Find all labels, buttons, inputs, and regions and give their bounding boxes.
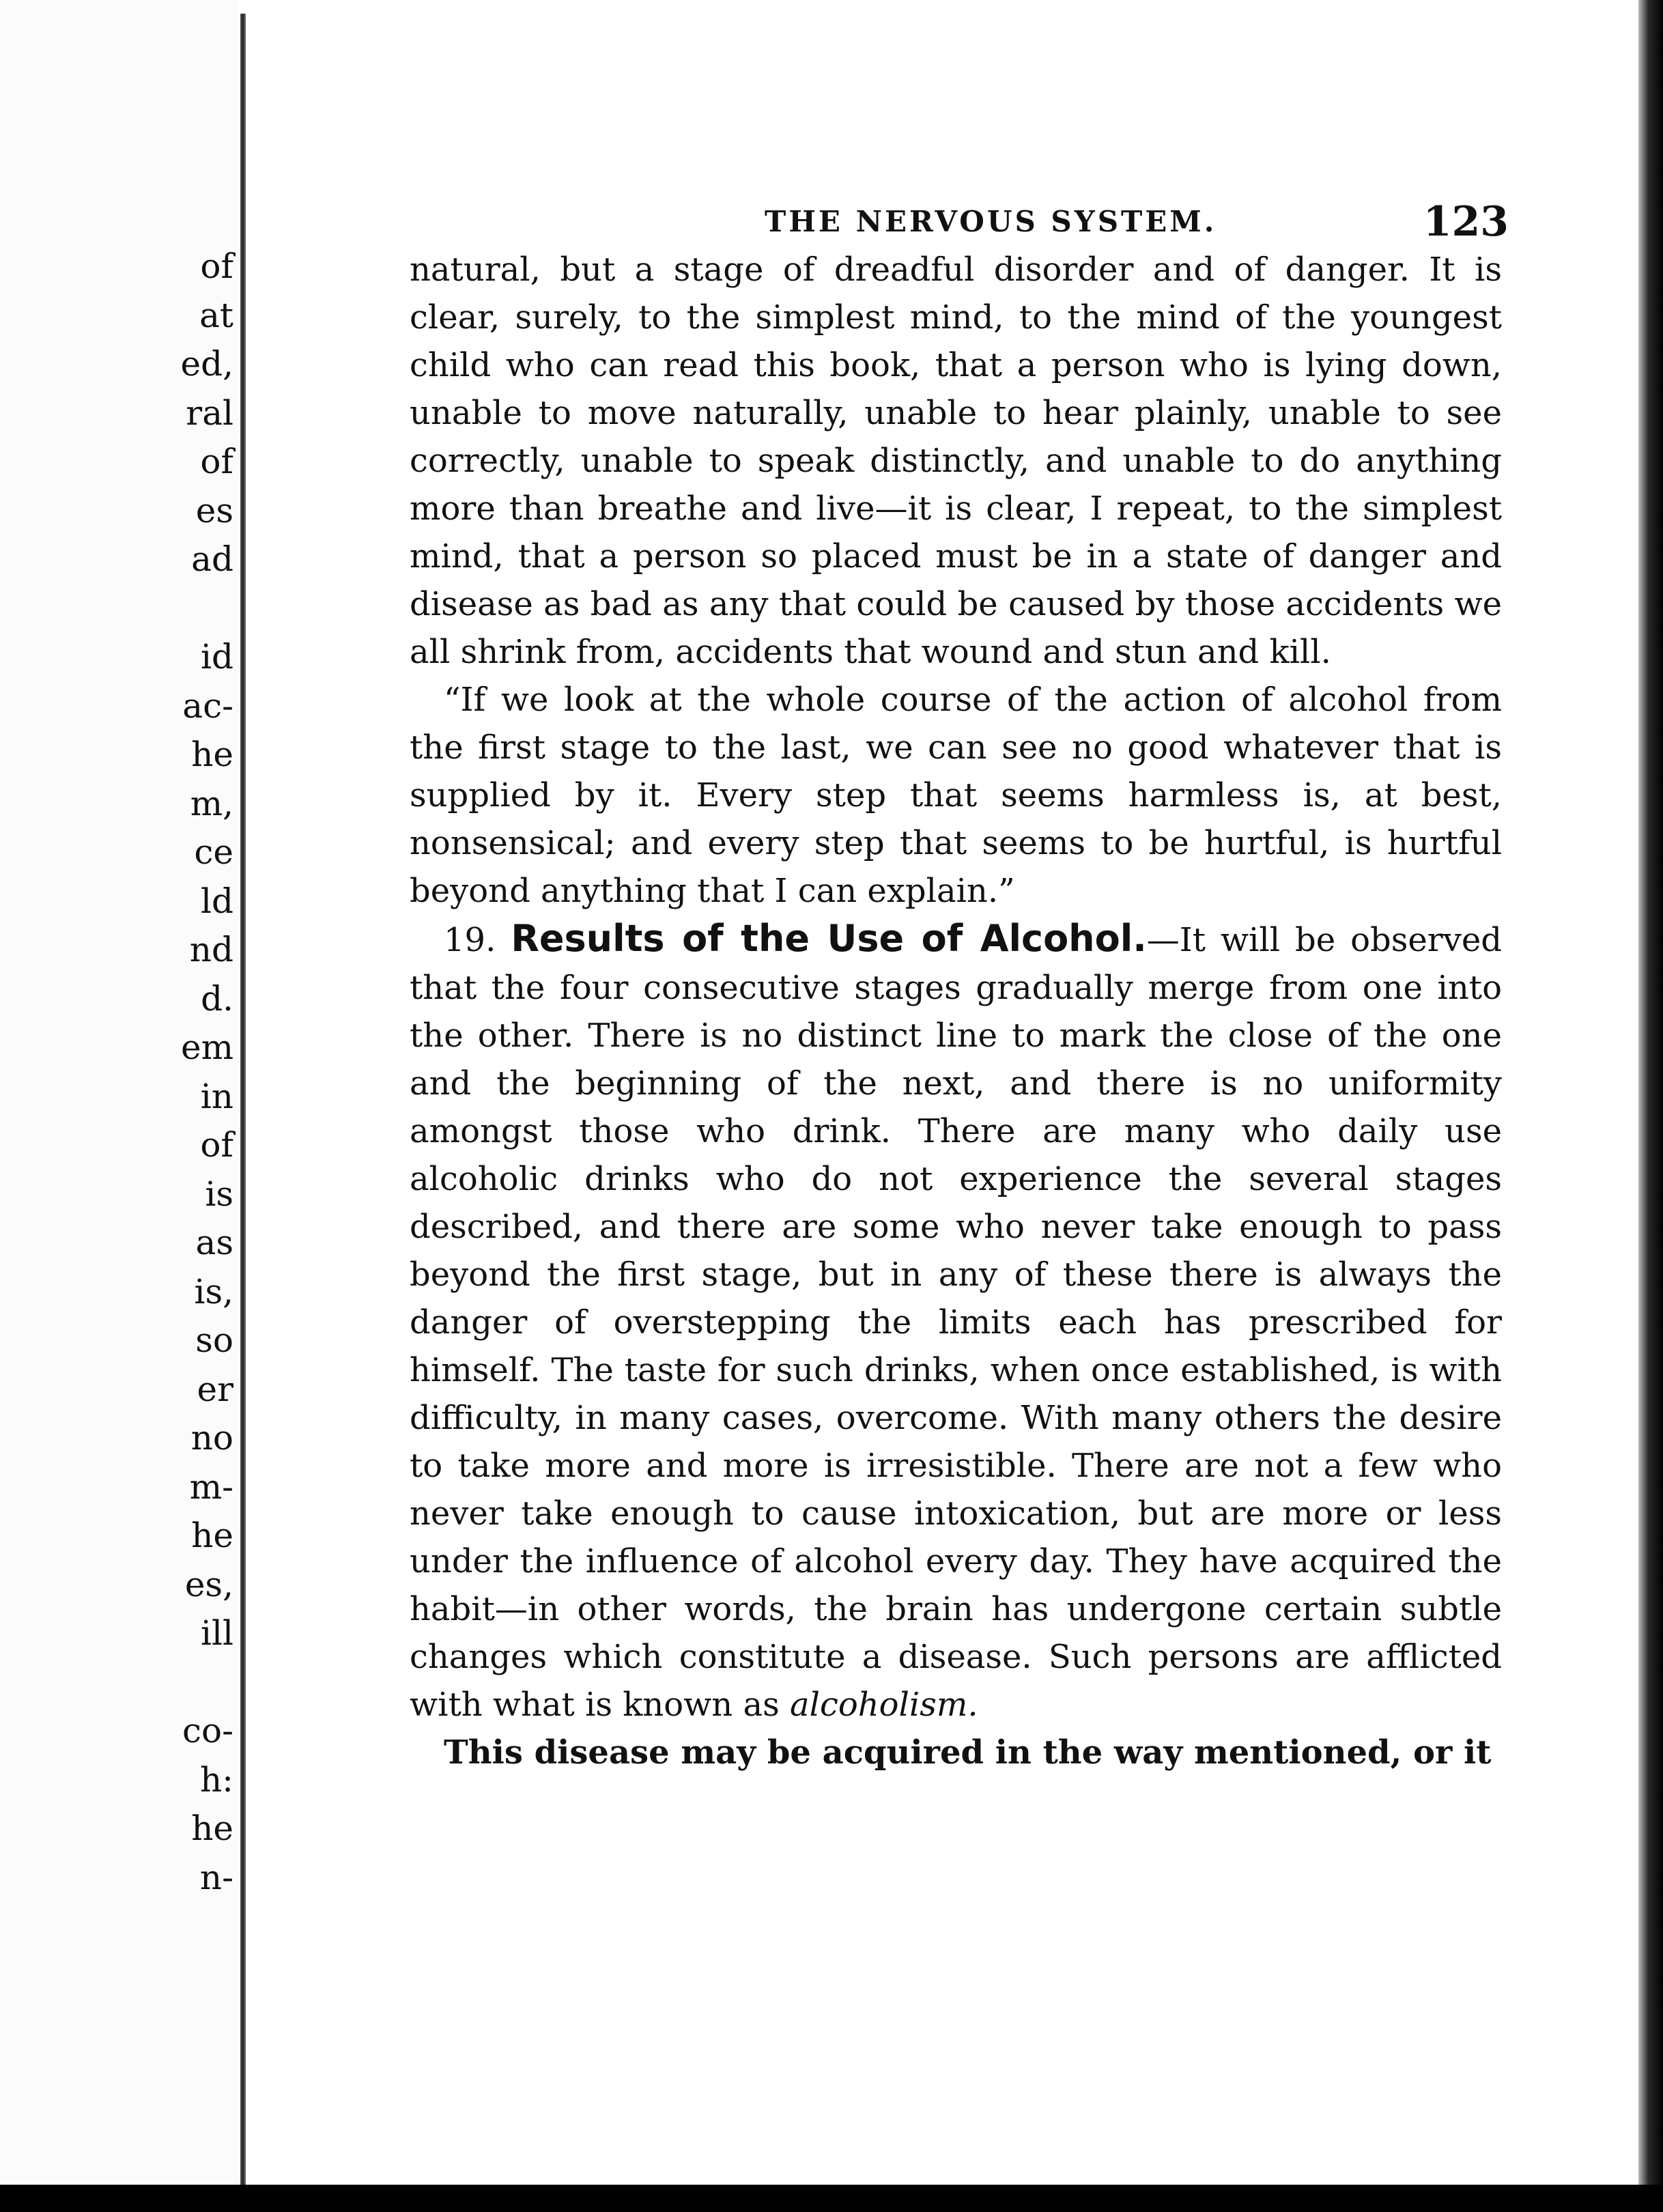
- page-edge-bottom: [0, 2185, 1663, 2212]
- facing-page-fragment: ed,: [180, 344, 233, 384]
- facing-page-fragment: of: [200, 442, 233, 481]
- facing-page-fragment: co-: [182, 1711, 233, 1750]
- facing-page-fragment: em: [180, 1027, 233, 1067]
- section-body: —It will be observed that the four consecutive stages gradually merge from one into the other. There is no distinct line to mark the close of the one and the beginning of the next, and there is no uniformity amongst those who drink. There are many who daily use alcoholic drinks who do not experience the several stages described, and there are some who never take enough to pass beyond the first stage, but in any of these there is always the danger of overstepping the limits each has prescribed for himself. The taste for such drinks, when once established, is with difficulty, in many cases, overcome. With many others the desire to take more and more is irresistible. There are not a few who never take enough to cause intoxication, but are more or less under the influence of alcohol every day. They have acquired the habit—in other words, the brain has undergone certain subtle changes which constitute a disease. Such persons are afflicted with what is known as: [410, 921, 1502, 1724]
- section-heading: Results of the Use of Alcohol.: [511, 917, 1147, 960]
- facing-page: [0, 0, 239, 2212]
- facing-page-fragment: ill: [201, 1613, 233, 1653]
- paragraph-continuation: natural, but a stage of dreadful disorder and of danger. It is clear, surely, to the simplest mind, to the mind of the youngest child who can read this book, that a person who is lying down, unable to move naturally, unable to hear plainly, unable to see correctly, unable to speak distinctly, and unable to do anything more than breathe and live—it is clear, I repeat, to the simplest mind, that a person so placed must be in a state of danger and disease as bad as any that could be caused by those accidents we all shrink from, accidents that wound and stun and kill.: [410, 251, 1502, 671]
- page-number: 123: [1423, 198, 1509, 246]
- facing-page-fragment: he: [191, 1516, 233, 1555]
- facing-page-fragment: at: [199, 295, 233, 335]
- facing-page-fragment: so: [195, 1320, 233, 1360]
- section-number: 19.: [444, 921, 496, 959]
- facing-page-fragment: he: [191, 735, 233, 774]
- running-head: THE NERVOUS SYSTEM.: [765, 205, 1217, 238]
- facing-page-fragment: er: [197, 1369, 233, 1409]
- facing-page-fragment: ral: [186, 393, 233, 433]
- facing-page-fragment: of: [200, 246, 233, 286]
- alcoholism-term: alcoholism.: [789, 1686, 978, 1724]
- facing-page-fragment: ce: [194, 832, 233, 872]
- facing-page-fragment: d.: [201, 978, 233, 1019]
- facing-page-fragment: no: [190, 1418, 233, 1458]
- facing-page-fragment: he: [191, 1809, 233, 1848]
- paragraph-quote: “If we look at the whole course of the action of alcohol from the first stage to the last, we can see no good whatever that is supplied by it. Every step that seems harmless is, at best, nonsensical; and every step that seems to be hurtful, is hurtful beyond anything that I can explain.”: [410, 681, 1502, 910]
- facing-page-fragment: es: [195, 490, 233, 530]
- facing-page-fragment: is: [205, 1174, 233, 1214]
- facing-page-fragment: es,: [184, 1564, 233, 1604]
- paragraph-last-line: This disease may be acquired in the way mentioned, or it: [444, 1733, 1492, 1772]
- facing-page-fragment: h:: [199, 1759, 233, 1800]
- facing-page-fragment: ac-: [182, 685, 233, 726]
- book-page: [410, 191, 1509, 1776]
- page-edge-right: [1638, 0, 1663, 2212]
- facing-page-fragment: n-: [199, 1857, 233, 1897]
- facing-page-fragment: id: [201, 637, 233, 677]
- facing-page-fragment: of: [200, 1125, 233, 1165]
- book-binding: [240, 14, 246, 2185]
- facing-page-fragment: ad: [191, 539, 233, 579]
- page-header: [410, 191, 1509, 246]
- facing-page-fragment: in: [200, 1076, 233, 1116]
- facing-page-fragment: m-: [189, 1466, 233, 1507]
- facing-page-fragment: m,: [190, 783, 233, 823]
- facing-page-fragment: is,: [194, 1271, 233, 1311]
- facing-page-fragment: as: [195, 1223, 233, 1262]
- facing-page-fragment: nd: [189, 930, 233, 969]
- section-19: [410, 915, 1502, 1729]
- facing-page-fragment: ld: [201, 881, 233, 921]
